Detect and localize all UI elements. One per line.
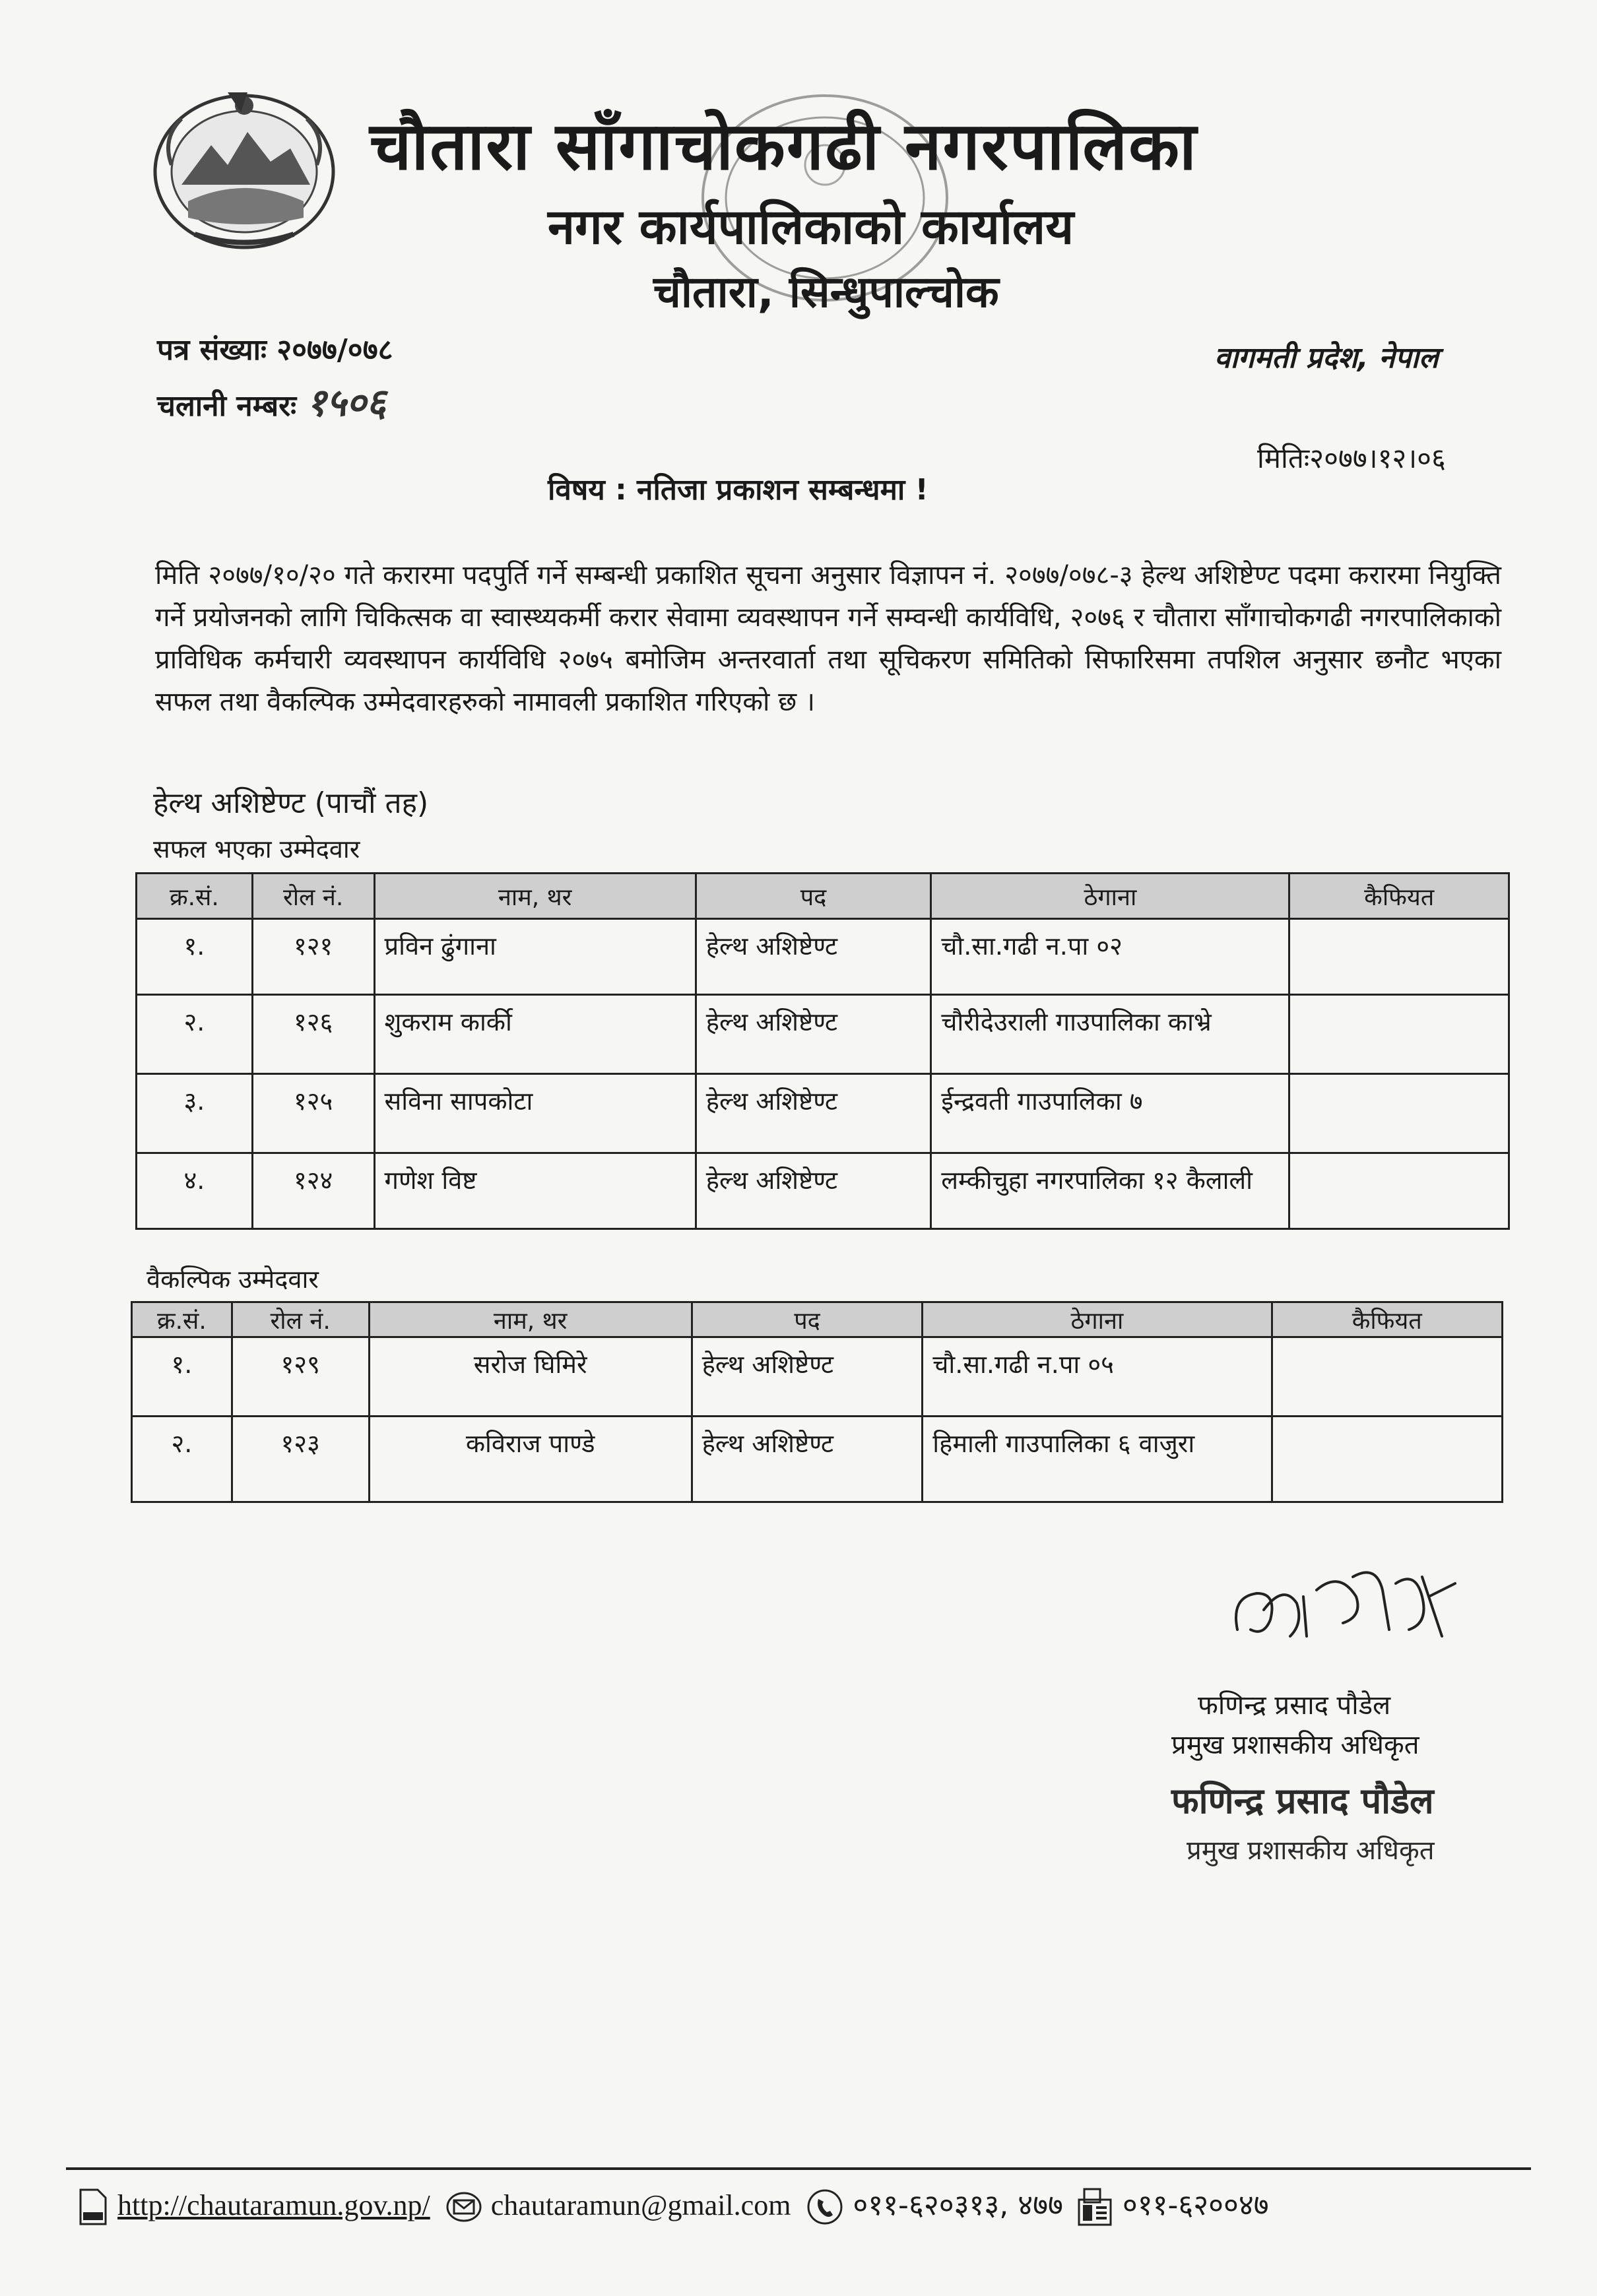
phone-icon (806, 2188, 843, 2225)
letter-number (157, 329, 393, 368)
col-name: नाम, थर (369, 1302, 692, 1337)
table-row (137, 1074, 1509, 1153)
cell-roll: १२१ (252, 919, 374, 995)
cell-name: गणेश विष्ट (374, 1153, 696, 1229)
municipality-name: चौतारा साँगाचोकगढी नगरपालिका (370, 108, 1198, 185)
cell-name: कविराज पाण्डे (369, 1417, 692, 1502)
cell-roll: १२३ (232, 1417, 369, 1502)
cell-remarks (1289, 919, 1509, 995)
cell-address: चौ.सा.गढी न.पा ०२ (931, 919, 1289, 995)
letter-date: मितिः२०७७।१२।०६ (1257, 442, 1446, 474)
table-row (137, 995, 1509, 1074)
cell-post: हेल्थ अशिष्टेण्ट (696, 919, 931, 995)
handwritten-signature (1224, 1557, 1462, 1663)
table-row (137, 919, 1509, 995)
col-address: ठेगाना (931, 874, 1289, 919)
dispatch-number (157, 375, 386, 427)
dispatch-number-value: १५०६ (306, 380, 386, 425)
cell-serial: १. (132, 1337, 232, 1417)
cell-remarks (1272, 1417, 1502, 1502)
cell-name: सरोज घिमिरे (369, 1337, 692, 1417)
col-name: नाम, थर (374, 874, 696, 919)
cell-post: हेल्थ अशिष्टेण्ट (692, 1337, 923, 1417)
fax-number: ०११-६२००४७ (1122, 2188, 1269, 2222)
footer-divider (66, 2167, 1531, 2170)
col-roll: रोल नं. (252, 874, 374, 919)
letter-body: मिति २०७७/१०/२० गते करारमा पदपुर्ति गर्ने सम्बन्धी प्रकाशित सूचना अनुसार विज्ञापन नं. २०७७/०७८-३ हेल्थ अशिष्टेण्ट पदमा करारमा नियुक्ति गर्ने प्रयोजनको लागि चिकित्सक वा स्वास्थ्यकर्मी करार सेवामा व्यवस्थापन गर्ने सम्वन्धी कार्यविधि, २०७६ र चौतारा साँगाचोकगढी नगरपालिकाको प्राविधिक कर्मचारी व्यवस्थापन कार्यविधि २०७५ बमोजिम अन्तरवार्ता तथा सूचिकरण समितिको सिफारिसमा तपशिल अनुसार छनौट भएका सफल तथा वैकल्पिक उम्मेदवारहरुको नामावली प्रकाशित गरिएको छ । (155, 560, 1501, 717)
section-title: हेल्थ अशिष्टेण्ट (पाचौं तह) (153, 786, 429, 820)
cell-remarks (1289, 1074, 1509, 1153)
cell-address: लम्कीचुहा नगरपालिका १२ कैलाली (931, 1153, 1289, 1229)
cell-address: चौरीदेउराली गाउपालिका काभ्रे (931, 995, 1289, 1074)
signatory-title: प्रमुख प्रशासकीय अधिकृत (1171, 1730, 1419, 1760)
cell-address: हिमाली गाउपालिका ६ वाजुरा (923, 1417, 1272, 1502)
dispatch-number-label: चलानी नम्बरः (157, 389, 297, 423)
phone-number: ०११-६२०३१३, ४७७ (853, 2188, 1063, 2222)
website-link[interactable]: http://chautaramun.gov.np/ (117, 2189, 430, 2221)
cell-post: हेल्थ अशिष्टेण्ट (692, 1417, 923, 1502)
cell-remarks (1272, 1337, 1502, 1417)
cell-roll: १२४ (252, 1153, 374, 1229)
footer (78, 2184, 1269, 2227)
col-remarks: कैफियत (1289, 874, 1509, 919)
cell-serial: १. (137, 919, 253, 995)
cell-post: हेल्थ अशिष्टेण्ट (696, 1153, 931, 1229)
col-roll: रोल नं. (232, 1302, 369, 1337)
table-row (137, 1153, 1509, 1229)
name-stamp: फणिन्द्र प्रसाद पौडेल (1171, 1780, 1434, 1822)
signatory-name: फणिन्द्र प्रसाद पौडेल (1198, 1690, 1391, 1721)
cell-remarks (1289, 995, 1509, 1074)
cell-post: हेल्थ अशिष्टेण्ट (696, 995, 931, 1074)
email-address[interactable]: chautaramun@gmail.com (490, 2189, 791, 2221)
alternate-candidates-table (131, 1301, 1503, 1503)
office-location: चौतारा, सिन्धुपाल्चोक (653, 267, 999, 317)
letter-subject: विषय : नतिजा प्रकाशन सम्बन्धमा ! (548, 473, 929, 507)
cell-address: चौ.सा.गढी न.पा ०५ (923, 1337, 1272, 1417)
nepal-emblem-logo (148, 86, 340, 251)
col-serial: क्र.सं. (132, 1302, 232, 1337)
cell-name: प्रविन ढुंगाना (374, 919, 696, 995)
table-header-row (132, 1302, 1503, 1337)
col-serial: क्र.सं. (137, 874, 253, 919)
cell-serial: ३. (137, 1074, 253, 1153)
cell-serial: ४. (137, 1153, 253, 1229)
cell-remarks (1289, 1153, 1509, 1229)
cell-roll: १२६ (252, 995, 374, 1074)
title-stamp: प्रमुख प्रशासकीय अधिकृत (1187, 1835, 1435, 1866)
web-document-icon (78, 2188, 108, 2225)
office-name: नगर कार्यपालिकाको कार्यालय (548, 199, 1074, 255)
cell-address: ईन्द्रवती गाउपालिका ७ (931, 1074, 1289, 1153)
table-row (132, 1337, 1503, 1417)
successful-heading: सफल भएका उम्मेदवार (153, 835, 360, 864)
alternate-heading: वैकल्पिक उम्मेदवार (147, 1265, 319, 1294)
email-icon (446, 2192, 482, 2222)
col-post: पद (696, 874, 931, 919)
province-label: वागमती प्रदेश, नेपाल (1214, 341, 1439, 375)
table-row (132, 1417, 1503, 1502)
col-remarks: कैफियत (1272, 1302, 1502, 1337)
cell-name: सविना सापकोटा (374, 1074, 696, 1153)
col-address: ठेगाना (923, 1302, 1272, 1337)
table-header-row (137, 874, 1509, 919)
fax-icon (1076, 2186, 1113, 2227)
cell-post: हेल्थ अशिष्टेण्ट (696, 1074, 931, 1153)
cell-roll: १२५ (252, 1074, 374, 1153)
cell-name: शुकराम कार्की (374, 995, 696, 1074)
cell-serial: २. (137, 995, 253, 1074)
col-post: पद (692, 1302, 923, 1337)
successful-candidates-table (135, 872, 1510, 1230)
letter-number-label: पत्र संख्याः (157, 333, 267, 367)
cell-serial: २. (132, 1417, 232, 1502)
cell-roll: १२९ (232, 1337, 369, 1417)
letter-number-value: २०७७/०७८ (277, 333, 393, 367)
